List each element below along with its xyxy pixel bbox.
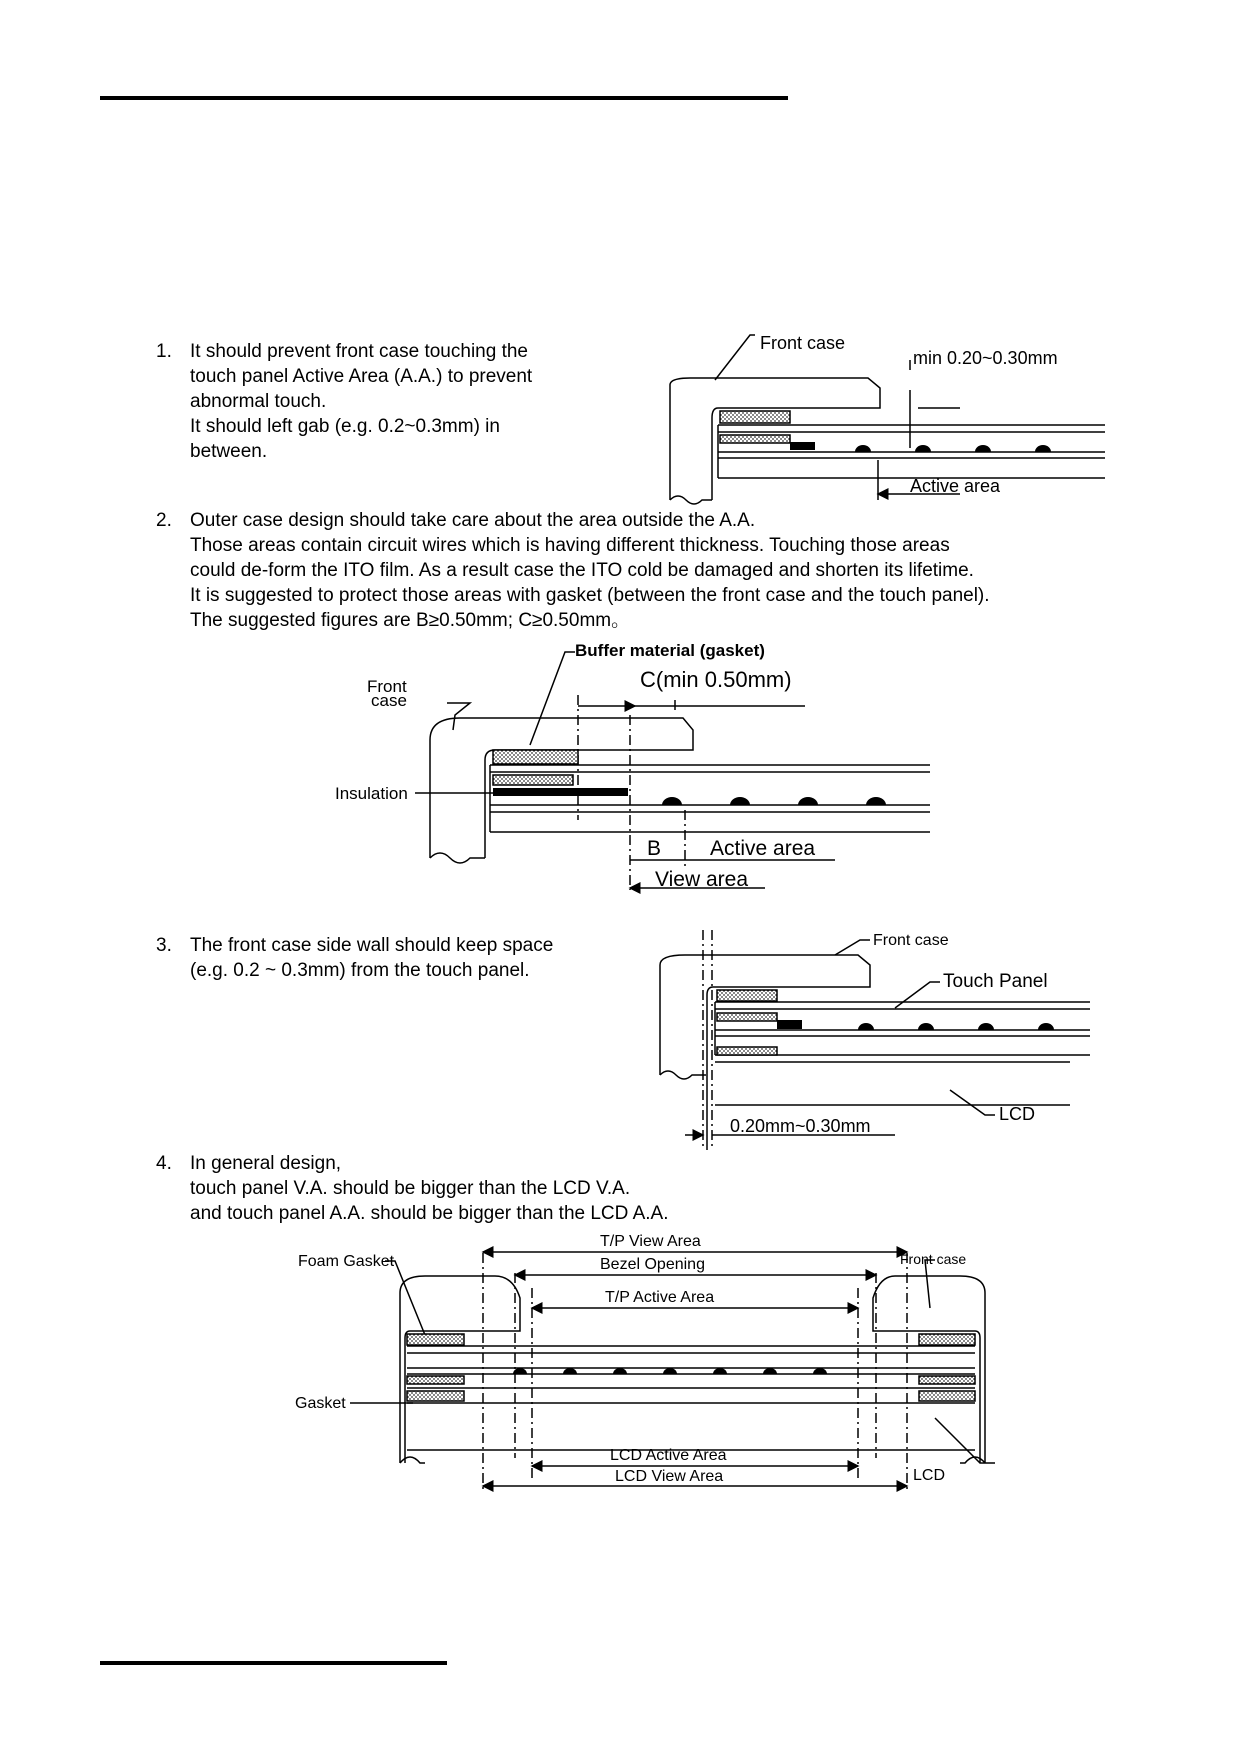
header-rule	[100, 96, 788, 100]
item-number: 3.	[156, 935, 172, 956]
label-buffer: Buffer material (gasket)	[575, 641, 765, 660]
gasket-buffer-diagram	[335, 640, 935, 900]
item-line: Outer case design should take care about the area outside the A.A.	[190, 510, 756, 531]
label-front-case: Front case	[873, 932, 949, 949]
item-line: It should left gab (e.g. 0.2~0.3mm) in	[190, 416, 500, 437]
label-active-area: Active area	[710, 837, 816, 860]
footer-rule	[100, 1661, 447, 1665]
label-touch-panel: Touch Panel	[943, 971, 1048, 992]
label-tp-view-area: T/P View Area	[600, 1233, 701, 1250]
label-active-area: Active area	[910, 476, 1001, 496]
item-line: between.	[190, 441, 268, 462]
item-line: and touch panel A.A. should be bigger than the LCD A.A.	[190, 1203, 669, 1224]
label-view-area: View area	[655, 868, 749, 891]
label-b: B	[647, 837, 662, 860]
label-tp-active-area: T/P Active Area	[605, 1289, 715, 1306]
label-c-dimension: C(min 0.50mm)	[640, 667, 792, 692]
item-number: 2.	[156, 510, 172, 531]
item-line: (e.g. 0.2 ~ 0.3mm) from the touch panel.	[190, 960, 530, 981]
label-foam-gasket: Foam Gasket	[298, 1253, 395, 1270]
label-front-case: Front case	[760, 333, 846, 353]
label-front: Front	[367, 677, 407, 696]
item-line: It should prevent front case touching the	[190, 341, 528, 362]
general-design-diagram	[295, 1228, 995, 1498]
side-wall-space-diagram	[655, 930, 1105, 1150]
label-gasket: Gasket	[295, 1395, 346, 1412]
label-case: case	[371, 691, 407, 710]
item-line: touch panel V.A. should be bigger than the LCD V.A.	[190, 1178, 631, 1199]
item-line: In general design,	[190, 1153, 342, 1174]
label-front-case: Front case	[900, 1251, 967, 1267]
item-number: 4.	[156, 1153, 172, 1174]
item-line: touch panel Active Area (A.A.) to prevent	[190, 366, 533, 387]
label-gap: 0.20mm~0.30mm	[730, 1116, 871, 1136]
label-lcd-active-area: LCD Active Area	[610, 1447, 727, 1464]
item-number: 1.	[156, 341, 172, 362]
label-lcd: LCD	[999, 1104, 1036, 1124]
front-case-gap-diagram	[660, 330, 1110, 510]
item-line: abnormal touch.	[190, 391, 327, 412]
label-insulation: Insulation	[335, 784, 408, 803]
item-line: It is suggested to protect those areas with gasket (between the front case and the touch panel).	[190, 585, 990, 606]
label-lcd: LCD	[913, 1467, 946, 1484]
item-line: The suggested figures are B≥0.50mm; C≥0.50mm。	[190, 610, 631, 631]
label-gap: min 0.20~0.30mm	[913, 348, 1058, 368]
label-lcd-view-area: LCD View Area	[615, 1468, 724, 1485]
item-line: Those areas contain circuit wires which is having different thickness. Touching those areas	[190, 535, 950, 556]
item-line: The front case side wall should keep space	[190, 935, 554, 956]
item-line: could de-form the ITO film. As a result case the ITO cold be damaged and shorten its lifetime.	[190, 560, 974, 581]
label-bezel-opening: Bezel Opening	[600, 1256, 705, 1273]
